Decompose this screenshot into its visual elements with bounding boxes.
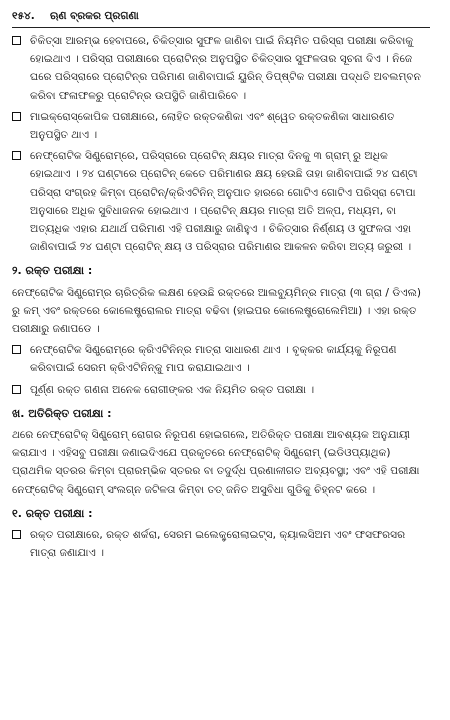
- checkbox-bullet-icon: [12, 112, 21, 121]
- list-item-text: ମାଇକ୍ରୋସ୍କୋପିକ ପରୀକ୍ଷାରେ, ଲୋହିତ ରକ୍ତକଣିକା ଏବଂ ଶ୍ୱେତ ରକ୍ତକଣିକା ସାଧାରଣତ ଅନୁପସ୍ଥିତ ଥାଏ ।: [30, 110, 395, 142]
- list-item-text: ଚିକିତ୍ସା ଆରମ୍ଭ ହେବାପରେ, ଚିକିତ୍ସାର ସୁଫଳ ଜାଣିବା ପାଇଁ ନିୟମିତ ପରିସ୍ରା ପରୀକ୍ଷା କରିବାକୁ ହୋଇଥାଏ । ପରିସ୍ରା ପରୀକ୍ଷାରେ ପ୍ରୋଟିନ୍‌ର ଅନୁପସ୍ଥିତ ଚିକିତ୍ସାର ସୁଫଳତାର ସୂଚନା ଦିଏ । ନିଜେ ଘରେ ପରିସ୍ରାରେ ପ୍ରୋଟିନ୍‌ର ପରିମାଣ ଜାଣିବାପାଇଁ ୟୁରିନ୍ ଡିପ୍‌ଷ୍ଟିକ ପରୀକ୍ଷା ପଦ୍ଧତି ଅବଲମ୍ବନ କରିବା ଫଳାଫଳରୁ ପ୍ରୋଟିନ୍‌ର ଉପସ୍ଥିତି ଜାଣିପାରିବେ ।: [30, 35, 421, 102]
- section-heading: ୨. ରକ୍ତ ପରୀକ୍ଷା :: [12, 264, 93, 278]
- page-number: ୧୫୪.: [12, 10, 35, 22]
- list-item: [12, 108, 430, 144]
- section-heading: ଖ. ଅତିରିକ୍ତ ପରୀକ୍ଷା :: [12, 406, 112, 420]
- page-header: [12, 10, 430, 28]
- list-item: [12, 147, 430, 256]
- checkbox-bullet-icon: [12, 36, 21, 45]
- checkbox-bullet-icon: [12, 345, 21, 354]
- page-content: [12, 28, 430, 562]
- section-heading: ୧. ରକ୍ତ ପରୀକ୍ଷା :: [12, 506, 93, 520]
- section-paragraph: ଥରେ ନେଫ୍ରୋଟିକ୍ ସିଣ୍ଡ୍ରୋମ୍ ରୋଗର ନିରୂପଣ ହୋଇଗଲେ, ଅତିରିକ୍ତ ପରୀକ୍ଷା ଆବଶ୍ୟକ ଅନୁଯାୟୀ କରାଯାଏ । ଏହିସବୁ ପରୀକ୍ଷା ଜଣାଇଦିଏଯେ ପ୍ରକୃତରେ ନେଫ୍ରୋଟିକ୍ ସିଣ୍ଡ୍ରୋମ୍ (ଇଡିଓପ୍ୟାଥିକ) ପ୍ରାଥମିକ ସ୍ତରର କିମ୍ବା ପ୍ରାରମ୍ଭିକ ସ୍ତରର ବା ତଦୁର୍ଦ୍ଧ ପ୍ରଣାଳୀଗତ ଅବ୍ୟବସ୍ଥା; ଏବଂ ଏହି ପରୀକ୍ଷା ନେଫ୍ରୋଟିକ୍ ସିଣ୍ଡ୍ରୋମ୍ ସଂଲଗ୍ନ ଜଟିଳତା କିମ୍ବା ତତ୍ ଜନିତ ଅସୁବିଧା ଗୁଡିକୁ ଚିହ୍ନଟ କରେ ।: [12, 429, 420, 496]
- checkbox-bullet-icon: [12, 151, 21, 160]
- list-item: [12, 526, 430, 562]
- list-item-text: ନେଫ୍ରୋଟିକ ସିଣ୍ଡ୍ରୋମ୍‌ରେ, ପରିସ୍ରାରେ ପ୍ରୋଟିନ୍ କ୍ଷୟର ମାତ୍ରା ଦିନକୁ ୩ ଗ୍ରାମ୍ ରୁ ଅଧିକ ହୋଇଥାଏ । ୨୪ ଘଣ୍ଟାରେ ପ୍ରୋଟିନ୍ କେତେ ପରିମାଣର କ୍ଷୟ ହେଉଛି ତାହା ଜାଣିବାପାଇଁ ୨୪ ଘଣ୍ଟା ପରିସ୍ରା ସଂଗ୍ରହ କିମ୍ବା ପ୍ରୋଟିନ୍/କ୍ରିଏଟିନିନ୍ ଅନୁପାତ ହାରରେ ଗୋଟିଏ ଗୋଟିଏ ପରିସ୍ରା ଟୋପା ଅନୁସାରେ ଅଧିକ ସୁବିଧାଜନକ ହୋଇଥାଏ । ପ୍ରୋଟିନ୍ କ୍ଷୟର ମାତ୍ରା ଅତି ଅଳ୍ପ, ମଧ୍ୟମ, ବା ଅତ୍ୟଧିକ ଏହାର ଯଥାର୍ଥ ପରିମାଣ ଏହି ପରୀକ୍ଷାରୁ ଜାଣିହୁଏ । ଚିକିତ୍ସାର ନିର୍ଣ୍ଣୟ ଓ ସୁଫଳତା ଏହା ଜାଣିବାପାଇଁ ୨୪ ଘଣ୍ଟା ପ୍ରୋଟିନ୍ କ୍ଷୟ ଓ ପରିସ୍ରାର ପରିମାଣର ଆକଳନ କରିବା ଅତ୍ୟ ଜରୁରୀ ।: [30, 150, 418, 254]
- section-paragraph: ନେଫ୍ରୋଟିକ ସିଣ୍ଡ୍ରୋମ୍‌ର ଚାରିତ୍ରିକ ଲକ୍ଷଣ ହେଉଛି ରକ୍ତରେ ଆଲବ୍ୟୁମିନ୍‌ର ମାତ୍ରା (୩ ଗ୍ରା / ଡିଏଲ) ରୁ କମ୍ ଏବଂ ରକ୍ତରେ କୋଲେଷ୍ଟ୍ରୋଲର ମାତ୍ରା ବଢିବା (ହାଇପର କୋଲେଷ୍ଟ୍ରୋଲେମିଆ) । ଏହା ରକ୍ତ ପରୀକ୍ଷାରୁ ଜଣାପଡେ ।: [12, 286, 421, 336]
- list-item: [12, 381, 430, 399]
- list-item-text: ନେଫ୍ରୋଟିକ ସିଣ୍ଡ୍ରୋମ୍‌ରେ କ୍ରିଏଟିନିନ୍‌ର ମାତ୍ରା ସାଧାରଣ ଥାଏ । ବୃକ୍କର କାର୍ଯ୍ୟକୁ ନିରୂପଣ କରିବାପାଇଁ ସେରମ କ୍ରିଏଟିନିନ୍‌କୁ ମାପ କରାଯାଇଥାଏ ।: [30, 344, 397, 375]
- checkbox-bullet-icon: [12, 385, 21, 394]
- list-item: [12, 32, 430, 105]
- list-item: [12, 341, 430, 377]
- running-title: ଋଣ ବ୍ରକର ପ୍ରଗଣା: [50, 10, 139, 22]
- list-item-text: ପୂର୍ଣ୍ଣ ରକ୍ତ ଗଣନା ଅନେକ ରୋଗୀଙ୍କର ଏକ ନିୟମିତ ରକ୍ତ ପରୀକ୍ଷା ।: [30, 383, 315, 396]
- checkbox-bullet-icon: [12, 530, 21, 539]
- list-item-text: ରକ୍ତ ପରୀକ୍ଷାରେ, ରକ୍ତ ଶର୍କରା, ସେରମ ଇଲେକ୍ଟ୍ରୋଲାଇଟ୍ସ, କ୍ୟାଲସିଅମ ଏବଂ ଫସଫରସର ମାତ୍ରା ଜଣାଯାଏ ।: [30, 529, 406, 560]
